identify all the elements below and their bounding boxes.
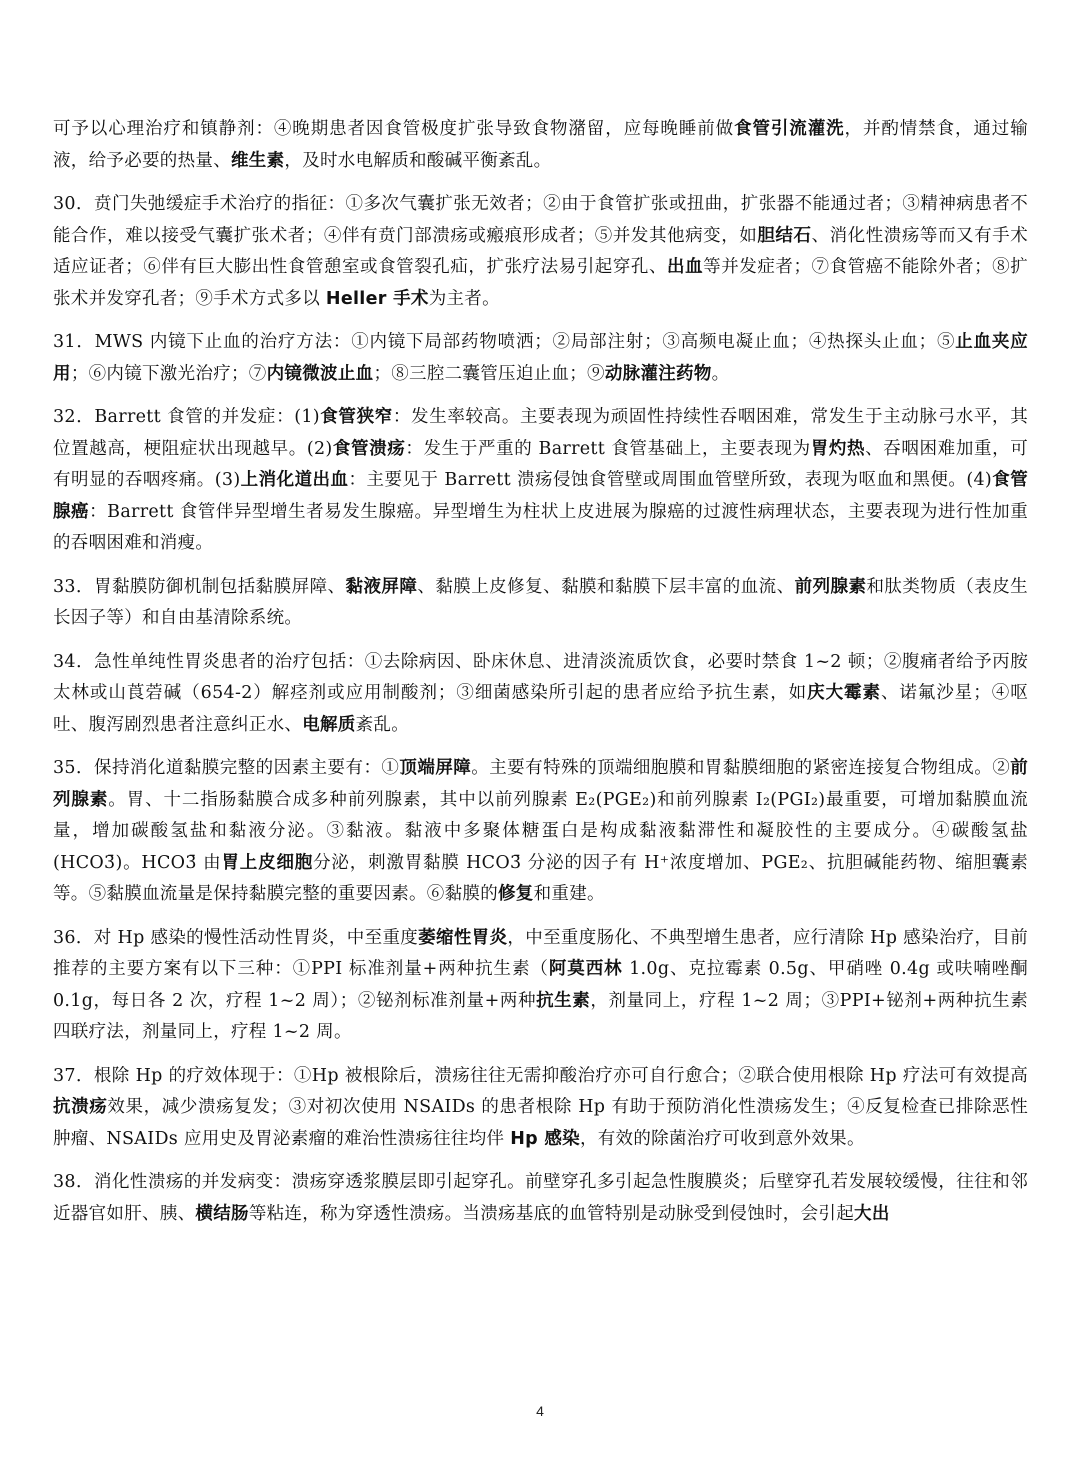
bold-term: 上消化道出血 xyxy=(240,470,349,490)
text-run: 紊乱。 xyxy=(355,714,410,735)
text-run: 、消化性溃疡等而又有手术适应证者；⑥伴有巨大膨出性食管憩室或食管裂孔疝，扩张疗法易引起穿孔、 xyxy=(53,225,1028,277)
bold-term: Hp 感染 xyxy=(510,1128,580,1149)
bold-term: 顶端屏障 xyxy=(399,758,472,778)
paragraph-p31 xyxy=(53,327,1028,390)
text-run: ；⑥内镜下激光治疗；⑦ xyxy=(70,363,267,384)
text-run: 32．Barrett 食管的并发症：(1) xyxy=(53,407,320,427)
bold-term: 动脉灌注药物 xyxy=(604,363,712,384)
text-run: 34．急性单纯性胃炎患者的治疗包括：①去除病因、卧床休息、进清淡流质饮食，必要时禁食 1~2 顿；②腹痛者给予丙胺太林或山莨菪碱（654-2）解痉剂或应用制酸剂；③细菌感染所引起的患者应给予抗生素，如 xyxy=(53,651,1028,703)
text-run: 、吞咽困难加重，可有明显的吞咽疼痛。(3) xyxy=(53,438,1029,490)
text-run: 38．消化性溃疡的并发病变：溃疡穿透浆膜层即引起穿孔。前壁穿孔多引起急性腹膜炎；后壁穿孔若发展较缓慢，往往和邻近器官如肝、胰、 xyxy=(53,1172,1028,1224)
bold-term: 食管溃疡 xyxy=(332,438,406,459)
text-run: 等并发症者；⑦食管癌不能除外者；⑧扩张术并发穿孔者；⑨手术方式多以 xyxy=(53,257,1028,309)
text-run: 33．胃黏膜防御机制包括黏膜屏障、 xyxy=(53,576,346,597)
bold-term: 止血夹应用 xyxy=(53,332,1028,384)
text-run: 、诺氟沙星；④呕吐、腹泻剧烈患者注意纠正水、 xyxy=(53,683,1028,735)
bold-term: 内镜微波止血 xyxy=(266,363,374,384)
text-run: ，及时水电解质和酸碱平衡紊乱。 xyxy=(284,150,552,171)
paragraph-p35 xyxy=(53,753,1028,911)
bold-term: 萎缩性胃炎 xyxy=(418,927,508,948)
text-run: 、黏膜上皮修复、黏膜和黏膜下层丰富的血流、 xyxy=(417,576,795,597)
page-number: 4 xyxy=(536,1403,544,1419)
text-run: 为主者。 xyxy=(428,288,500,309)
bold-term: Heller 手术 xyxy=(325,288,429,309)
text-run: 。主要有特殊的顶端细胞膜和胃黏膜细胞的紧密连接复合物组成。② xyxy=(471,758,1011,778)
text-run: 30．贲门失弛缓症手术治疗的指征：①多次气囊扩张无效者；②由于食管扩张或扭曲，扩张器不能通过者；③精神病患者不能合作，难以接受气囊扩张术者；④伴有贲门部溃疡或瘢痕形成者；⑤并发其他病变，如 xyxy=(53,194,1028,246)
paragraph-p38 xyxy=(53,1167,1028,1230)
paragraph-p33 xyxy=(53,572,1028,635)
bold-term: 抗生素 xyxy=(536,990,591,1011)
text-run: 31．MWS 内镜下止血的治疗方法：①内镜下局部药物喷洒；②局部注射；③高频电凝止血；④热探头止血；⑤ xyxy=(53,332,956,352)
paragraph-p37 xyxy=(53,1061,1028,1156)
bold-term: 抗溃疡 xyxy=(53,1097,108,1117)
text-run: 分泌，刺激胃黏膜 HCO3̄ 分泌的因子有 H⁺浓度增加、PGE₂、抗胆碱能药物、缩胆囊素等。⑤黏膜血流量是保持黏膜完整的重要因素。⑥黏膜的 xyxy=(53,852,1029,904)
text-run: 可予以心理治疗和镇静剂：④晚期患者因食管极度扩张导致食物潴留，应每晚睡前做 xyxy=(53,119,735,139)
bold-term: 大出 xyxy=(854,1203,890,1224)
text-run: ；⑧三腔二囊管压迫止血；⑨ xyxy=(373,363,605,384)
bold-term: 横结肠 xyxy=(195,1203,249,1224)
bold-term: 食管引流灌洗 xyxy=(734,119,845,139)
bold-term: 食管狭窄 xyxy=(319,407,393,427)
bold-term: 食管腺癌 xyxy=(53,470,1028,522)
paragraph-p36 xyxy=(53,923,1028,1049)
bold-term: 电解质 xyxy=(302,714,356,735)
bold-term: 胃灼热 xyxy=(810,438,866,459)
text-run: 。 xyxy=(711,363,730,384)
text-run: 和重建。 xyxy=(533,884,605,904)
text-run: ：发生于严重的 Barrett 食管基础上，主要表现为 xyxy=(405,438,811,459)
text-run: 效果，减少溃疡复发；③对初次使用 NSAIDs 的患者根除 Hp 有助于预防消化性溃疡发生；④反复检查已排除恶性肿瘤、NSAIDs 应用史及胃泌素瘤的难治性溃疡往往均伴 xyxy=(53,1097,1028,1149)
text-run: 37．根除 Hp 的疗效体现于：①Hp 被根除后，溃疡往往无需抑酸治疗亦可自行愈合；②联合使用根除 Hp 疗法可有效提高 xyxy=(53,1065,1028,1086)
paragraph-p34 xyxy=(53,647,1028,742)
text-run: ，有效的除菌治疗可收到意外效果。 xyxy=(579,1128,865,1149)
text-run: 等粘连，称为穿透性溃疡。当溃疡基底的血管特别是动脉受到侵蚀时，会引起 xyxy=(248,1203,855,1224)
bold-term: 维生素 xyxy=(231,150,285,171)
paragraph-p30 xyxy=(53,189,1028,315)
text-run: ：发生率较高。主要表现为顽固性持续性吞咽困难，常发生于主动脉弓水平，其位置越高，梗阻症状出现越早。(2) xyxy=(53,407,1028,459)
text-run: 35．保持消化道黏膜完整的因素主要有：① xyxy=(53,758,400,778)
paragraph-p-cont xyxy=(53,114,1028,177)
bold-term: 胃上皮细胞 xyxy=(221,852,314,873)
bold-term: 阿莫西林 xyxy=(548,959,623,979)
bold-term: 胆结石 xyxy=(757,225,812,246)
text-run: ：主要见于 Barrett 溃疡侵蚀食管壁或周围血管壁所致，表现为呕血和黑便。(4) xyxy=(348,470,993,490)
text-run: 。胃、十二指肠黏膜合成多种前列腺素，其中以前列腺素 E₂(PGE₂)和前列腺素 I₂(PGI₂)最重要，可增加黏膜血流量，增加碳酸氢盐和黏液分泌。③黏液。黏液中多聚体糖蛋白是构成黏液黏滞性和凝胶性的主要成分。④碳酸氢盐(HCO3̄)。HCO3̄ 由 xyxy=(53,789,1029,873)
paragraph-p32 xyxy=(53,402,1028,560)
text-run: ，并酌情禁食，通过输液，给予必要的热量、 xyxy=(53,119,1028,171)
bold-term: 前列腺素 xyxy=(794,576,867,597)
bold-term: 黏液屏障 xyxy=(345,576,418,597)
text-run: 1.0g、克拉霉素 0.5g、甲硝唑 0.4g 或呋喃唑酮 0.1g，每日各 2 次，疗程 1~2 周）；②铋剂标准剂量+两种 xyxy=(53,959,1028,1011)
text-run: 和肽类物质（表皮生长因子等）和自由基清除系统。 xyxy=(53,576,1028,628)
text-run: ：Barrett 食管伴异型增生者易发生腺癌。异型增生为柱状上皮进展为腺癌的过渡性病理状态，主要表现为进行性加重的吞咽困难和消瘦。 xyxy=(53,501,1028,553)
text-run: 36．对 Hp 感染的慢性活动性胃炎，中至重度 xyxy=(53,927,419,948)
bold-term: 出血 xyxy=(667,257,704,277)
body-text xyxy=(53,114,1028,1242)
text-run: ，剂量同上，疗程 1~2 周；③PPI+铋剂+两种抗生素四联疗法，剂量同上，疗程 1~2 周。 xyxy=(53,990,1028,1042)
text-run: ，中至重度肠化、不典型增生患者，应行清除 Hp 感染治疗，目前推荐的主要方案有以下三种：①PPI 标准剂量+两种抗生素（ xyxy=(53,927,1028,979)
bold-term: 庆大霉素 xyxy=(807,683,881,703)
bold-term: 修复 xyxy=(498,884,534,904)
bold-term: 前列腺素 xyxy=(53,758,1028,810)
